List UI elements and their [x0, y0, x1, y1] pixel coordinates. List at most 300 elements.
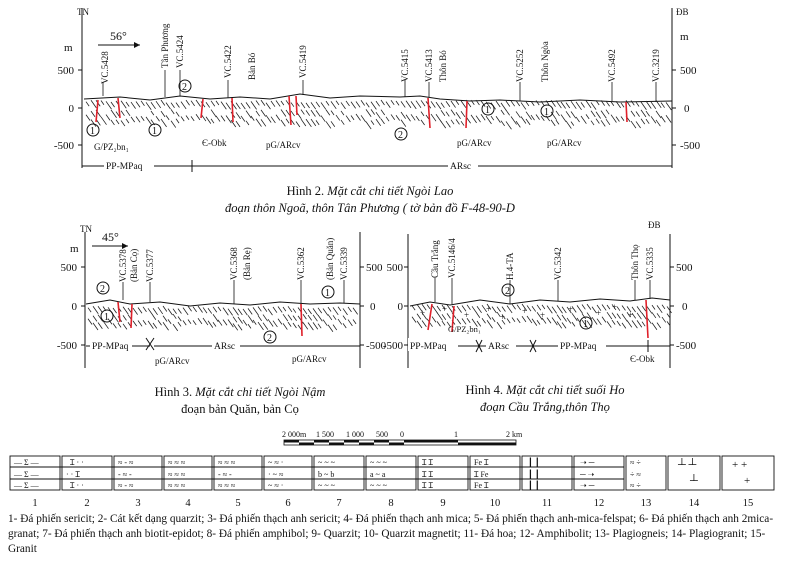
rock-hatch-stroke: [186, 100, 190, 105]
section3-tick-right-0: 0: [682, 301, 688, 313]
rock-hatch-stroke: [391, 100, 394, 105]
rock-hatch-stroke: [161, 100, 165, 105]
rock-hatch-stroke: [461, 121, 464, 125]
rock-hatch-stroke: [153, 323, 157, 328]
rock-hatch-stroke: [138, 307, 142, 313]
rock-hatch-stroke: [432, 317, 436, 323]
rock-hatch-stroke: [183, 321, 186, 326]
section2-label-ban-quan: (Bản Quăn): [325, 237, 335, 280]
rock-hatch-stroke: [266, 103, 270, 109]
rock-hatch-stroke: [153, 308, 158, 315]
rock-hatch-stroke: [581, 102, 585, 107]
rock-hatch-stroke: [243, 309, 247, 315]
legend-description: 1- Đá phiến sericit; 2- Cát kết dạng quarzit; 3- Đá phiến thạch anh sericit; 4- Đá phiến thạch anh mica; 5- Đá phiến thạch anh-mica-felspat; 6- Đá phiến thạch anh 2mica-granat; 7- Đá phiến thạch anh biotit-epidot; 8- Đá phiến amphibol; 9- Quarzit; 10- Quarzit magnetit; 11- Đá hoa; 12- Amphibolit; 13- Plagiogneis; 14- Plagiogranit; 15- Granit: [8, 513, 774, 555]
rock-hatch-stroke: [356, 114, 361, 120]
rock-hatch-stroke: [288, 322, 291, 327]
cross-section-ngoi-lao: [0, 0, 786, 180]
rock-hatch-stroke: [291, 103, 294, 107]
rock-hatch-stroke: [178, 316, 181, 321]
rock-hatch-stroke: [436, 114, 442, 122]
rock-hatch-stroke: [562, 315, 567, 322]
rock-hatch-stroke: [121, 120, 125, 126]
rock-hatch-stroke: [208, 308, 212, 313]
rock-hatch-stroke: [133, 321, 137, 326]
rock-hatch-stroke: [121, 101, 126, 109]
section1-unit-g-pz: G/PZ₂bn₁: [94, 142, 129, 152]
rock-hatch-stroke: [323, 308, 328, 315]
cross-section-suoi-ho: [382, 220, 786, 380]
section3-unit-pp-mpaq-b: PP-MPaq: [560, 342, 597, 352]
rock-hatch-stroke: [631, 111, 635, 117]
svg-text:≈ ÷: ≈ ÷: [630, 481, 641, 490]
rock-hatch-stroke: [216, 116, 220, 122]
rock-hatch-stroke: [642, 322, 645, 326]
rock-hatch-stroke: [376, 101, 380, 106]
section1-rock-hatch: [86, 100, 671, 129]
rock-hatch-stroke: [181, 102, 186, 109]
rock-hatch-stroke: [166, 115, 169, 120]
rock-hatch-stroke: [248, 308, 252, 314]
rock-hatch-stroke: [431, 101, 435, 107]
rock-hatch-stroke: [263, 315, 268, 322]
svg-text:≈ ≈ ≈: ≈ ≈ ≈: [168, 481, 186, 490]
rock-hatch-stroke: [306, 119, 311, 127]
legend-number-13: 13: [640, 498, 652, 509]
section2-tick-right-neg500: -500: [366, 340, 387, 352]
rock-hatch-stroke: [293, 323, 296, 328]
rock-hatch-stroke: [571, 122, 574, 126]
rock-hatch-stroke: [581, 116, 586, 124]
rock-hatch-stroke: [376, 119, 381, 126]
rock-hatch-stroke: [497, 322, 502, 329]
granite-plus-mark: +: [568, 304, 574, 314]
section2-circle-1a: 1: [104, 312, 109, 323]
rock-hatch-stroke: [376, 112, 380, 118]
rock-hatch-stroke: [611, 102, 614, 106]
rock-hatch-stroke: [636, 102, 639, 106]
rock-hatch-stroke: [86, 102, 89, 106]
rock-hatch-stroke: [456, 119, 459, 124]
rock-hatch-stroke: [173, 309, 177, 314]
section1-unit-pg-arcv-b: pG/ARcv: [457, 138, 492, 148]
rock-hatch-stroke: [637, 306, 642, 313]
rock-hatch-stroke: [401, 101, 405, 107]
legend-number-11: 11: [541, 498, 553, 509]
rock-hatch-stroke: [293, 309, 296, 313]
rock-hatch-stroke: [556, 100, 561, 108]
rock-hatch-stroke: [283, 323, 287, 329]
rock-hatch-stroke: [542, 305, 545, 309]
rock-hatch-stroke: [432, 305, 437, 313]
rock-hatch-stroke: [178, 322, 181, 326]
rock-hatch-stroke: [516, 111, 520, 117]
section1-surface: [84, 94, 672, 102]
rock-hatch-stroke: [328, 314, 332, 320]
legend-numbers: [32, 498, 753, 509]
rock-hatch-stroke: [348, 320, 352, 326]
rock-hatch-stroke: [501, 110, 504, 115]
rock-hatch-stroke: [93, 323, 98, 330]
svg-text:· ~ ≈: · ~ ≈: [268, 470, 284, 479]
rock-hatch-stroke: [502, 307, 505, 312]
rock-hatch-stroke: [316, 120, 319, 124]
rock-hatch-stroke: [631, 121, 636, 128]
rock-hatch-stroke: [326, 110, 330, 116]
scale-label-1: 1: [454, 430, 458, 439]
rock-hatch-stroke: [221, 116, 225, 122]
rock-hatch-stroke: [196, 114, 200, 120]
section2-tick-left-500: 500: [60, 262, 77, 274]
legend-number-3: 3: [135, 498, 141, 509]
section1-tick-left-0: 0: [68, 103, 74, 115]
rock-hatch-stroke: [482, 318, 486, 323]
rock-hatch-stroke: [566, 103, 570, 108]
rock-hatch-stroke: [576, 102, 582, 110]
rock-hatch-stroke: [596, 119, 599, 124]
rock-hatch-stroke: [521, 117, 526, 124]
rock-hatch-stroke: [381, 100, 384, 105]
rock-hatch-stroke: [236, 112, 241, 119]
svg-text:~ ~ ~: ~ ~ ~: [370, 481, 387, 490]
rock-hatch-stroke: [612, 313, 616, 319]
rock-hatch-stroke: [333, 307, 338, 314]
section3-label-cau-trang: Cầu Trắng: [430, 240, 440, 278]
rock-hatch-stroke: [296, 122, 300, 128]
rock-hatch-stroke: [301, 119, 306, 126]
rock-hatch-stroke: [276, 115, 280, 121]
rock-hatch-stroke: [248, 315, 253, 323]
rock-hatch-stroke: [323, 320, 327, 326]
rock-hatch-stroke: [417, 321, 422, 328]
rock-hatch-stroke: [238, 309, 242, 315]
rock-hatch-stroke: [93, 316, 97, 322]
rock-hatch-stroke: [236, 121, 240, 127]
rock-hatch-stroke: [406, 115, 411, 121]
rock-hatch-stroke: [148, 308, 153, 315]
rock-hatch-stroke: [442, 321, 445, 325]
rock-hatch-stroke: [168, 309, 172, 315]
rock-hatch-stroke: [281, 120, 285, 126]
rock-hatch-stroke: [657, 313, 660, 317]
rock-hatch-stroke: [238, 324, 242, 330]
rock-hatch-stroke: [338, 319, 342, 324]
rock-hatch-stroke: [656, 111, 661, 118]
section2-unit-pp-mpaq: PP-MPaq: [92, 342, 129, 352]
svg-text:Fe Ɪ: Fe Ɪ: [474, 458, 489, 467]
rock-hatch-stroke: [141, 116, 144, 121]
svg-text:· · Ɪ: · · Ɪ: [66, 470, 80, 479]
rock-hatch-stroke: [91, 111, 95, 117]
rock-hatch-stroke: [616, 117, 619, 122]
rock-hatch-stroke: [176, 119, 179, 123]
section2-label-ban-re: (Bản Rẹ): [242, 247, 252, 280]
rock-hatch-stroke: [477, 306, 482, 313]
section1-unit-pg-arcv-c: pG/ARcv: [547, 138, 582, 148]
rock-hatch-stroke: [526, 102, 529, 106]
rock-hatch-stroke: [637, 313, 641, 319]
rock-hatch-stroke: [522, 316, 526, 322]
section1-circle-2b: 2: [398, 130, 403, 141]
rock-hatch-stroke: [572, 313, 577, 321]
rock-hatch-stroke: [256, 101, 259, 106]
rock-hatch-stroke: [422, 320, 426, 326]
section2-label-vc5377: VC.5377: [145, 249, 155, 282]
rock-hatch-stroke: [161, 119, 167, 127]
rock-hatch-stroke: [607, 305, 610, 309]
rock-hatch-stroke: [228, 309, 233, 316]
rock-hatch-stroke: [341, 120, 344, 125]
rock-hatch-stroke: [343, 323, 346, 328]
rock-hatch-stroke: [306, 110, 310, 115]
rock-hatch-stroke: [446, 121, 450, 127]
rock-hatch-stroke: [587, 304, 591, 310]
rock-hatch-stroke: [507, 306, 512, 313]
section2-unit-pg-arcv-a: pG/ARcv: [155, 356, 190, 366]
section1-circle-1b: 1: [152, 126, 157, 137]
rock-hatch-stroke: [166, 103, 170, 109]
rock-hatch-stroke: [226, 103, 231, 110]
rock-hatch-stroke: [128, 308, 131, 313]
rock-hatch-stroke: [437, 321, 440, 326]
caption-fig4-line1: Hình 4. Mặt cắt chi tiết suối Ho: [465, 383, 625, 397]
rock-hatch-stroke: [98, 315, 103, 322]
rock-hatch-stroke: [196, 100, 201, 106]
rock-hatch-stroke: [263, 306, 267, 312]
svg-text:— Ʃ —: — Ʃ —: [14, 458, 39, 467]
granite-plus-mark: +: [540, 310, 546, 320]
rock-hatch-stroke: [131, 102, 136, 109]
rock-hatch-stroke: [651, 116, 656, 123]
rock-hatch-stroke: [88, 319, 92, 325]
rock-hatch-stroke: [91, 100, 96, 108]
section3-unit-g-pz: G/PZ₂bn₁: [448, 324, 481, 334]
svg-text:~ ~ ~: ~ ~ ~: [318, 481, 335, 490]
scale-label-1000: 1 000: [346, 430, 364, 439]
rock-hatch-stroke: [336, 115, 340, 120]
section3-tick-right-neg500: -500: [676, 340, 697, 352]
rock-hatch-stroke: [303, 314, 306, 319]
rock-hatch-stroke: [561, 115, 566, 122]
rock-hatch-stroke: [442, 314, 446, 319]
section2-leader-lines: [123, 280, 344, 304]
section1-label-vc5422: VC.5422: [223, 45, 233, 78]
rock-hatch-stroke: [321, 116, 325, 122]
svg-text:─ ➝: ─ ➝: [580, 470, 595, 479]
section1-ticks-left: [78, 70, 82, 145]
rock-hatch-stroke: [467, 305, 470, 310]
legend-number-8: 8: [388, 498, 394, 509]
rock-hatch-stroke: [86, 115, 90, 121]
rock-hatch-stroke: [336, 101, 339, 105]
rock-hatch-stroke: [356, 101, 360, 107]
section2-left-label: TN: [80, 224, 92, 234]
svg-text:+: +: [744, 475, 751, 487]
rock-hatch-stroke: [353, 308, 358, 315]
rock-hatch-stroke: [123, 315, 126, 320]
rock-hatch-stroke: [176, 112, 179, 117]
rock-hatch-stroke: [527, 305, 531, 311]
rock-hatch-stroke: [251, 101, 257, 109]
caption-fig3-line1: Hình 3. Mặt cắt chi tiết Ngòi Nậm: [154, 385, 326, 399]
rock-hatch-stroke: [256, 111, 260, 116]
rock-hatch-stroke: [206, 102, 210, 107]
section3-unit-pp-mpaq-a: PP-MPaq: [410, 342, 447, 352]
rock-hatch-stroke: [326, 121, 331, 128]
section3-label-vc5146: VC.5146/4: [447, 238, 457, 278]
rock-hatch-stroke: [496, 101, 500, 107]
section2-tick-left-neg500: -500: [56, 340, 77, 352]
section1-label-thon-bo: Thôn Bó: [438, 50, 448, 82]
rock-hatch-stroke: [318, 315, 322, 321]
rock-hatch-stroke: [266, 115, 271, 122]
caption-fig4-line2: đoạn Cầu Trắng,thôn Thọ: [480, 400, 610, 414]
rock-hatch-stroke: [143, 320, 146, 325]
rock-hatch-stroke: [281, 101, 284, 105]
rock-hatch-stroke: [188, 306, 192, 311]
legend-number-15: 15: [742, 498, 754, 509]
caption-fig4: [420, 382, 670, 416]
rock-hatch-stroke: [188, 319, 191, 323]
section3-label-vc5335: VC.5335: [645, 247, 655, 280]
rock-hatch-stroke: [163, 306, 167, 311]
section1-bottom-pp-mpaq: PP-MPaq: [106, 162, 143, 172]
rock-hatch-stroke: [313, 322, 318, 329]
rock-hatch-stroke: [361, 100, 365, 105]
rock-hatch-stroke: [641, 110, 646, 117]
section2-circle-2a: 2: [100, 284, 105, 295]
rock-hatch-stroke: [657, 323, 661, 328]
rock-hatch-stroke: [326, 101, 329, 105]
rock-hatch-stroke: [441, 110, 445, 116]
rock-hatch-stroke: [261, 100, 265, 106]
rock-hatch-stroke: [146, 102, 151, 109]
section1-unit-extents: [82, 160, 672, 172]
rock-hatch-stroke: [156, 101, 161, 108]
rock-hatch-stroke: [561, 102, 566, 109]
scale-bar: [270, 428, 530, 454]
section2-surface: [86, 300, 360, 306]
rock-hatch-stroke: [198, 306, 203, 312]
rock-hatch-stroke: [173, 314, 176, 319]
svg-text:≈ ‑ ≈: ≈ ‑ ≈: [118, 481, 134, 490]
rock-hatch-stroke: [627, 320, 632, 327]
rock-hatch-stroke: [346, 116, 350, 122]
rock-hatch-stroke: [331, 111, 334, 115]
rock-hatch-stroke: [557, 305, 563, 313]
section1-label-vc5428: VC.5428: [100, 51, 110, 84]
rock-hatch-stroke: [98, 322, 102, 328]
rock-hatch-stroke: [261, 110, 266, 117]
rock-hatch-stroke: [351, 102, 356, 109]
rock-hatch-stroke: [652, 323, 657, 330]
rock-hatch-stroke: [572, 322, 575, 326]
rock-hatch-stroke: [256, 119, 261, 127]
rock-hatch-stroke: [258, 307, 261, 312]
legend-number-6: 6: [285, 498, 291, 509]
rock-hatch-stroke: [333, 315, 336, 319]
rock-hatch-stroke: [517, 318, 520, 323]
rock-hatch-stroke: [191, 101, 195, 106]
legend-patterns: [13, 457, 750, 490]
rock-hatch-stroke: [93, 306, 98, 314]
rock-hatch-stroke: [283, 307, 286, 311]
svg-text:Ɪ · ·: Ɪ · ·: [70, 481, 84, 490]
legend-number-4: 4: [185, 498, 191, 509]
rock-hatch-stroke: [308, 309, 312, 314]
rock-hatch-stroke: [412, 306, 415, 310]
rock-hatch-stroke: [526, 119, 530, 125]
rock-hatch-stroke: [657, 305, 662, 312]
section3-circle-2: 2: [505, 286, 510, 297]
rock-hatch-stroke: [652, 312, 656, 318]
rock-hatch-stroke: [472, 306, 477, 313]
rock-hatch-stroke: [118, 323, 121, 327]
rock-hatch-stroke: [406, 101, 411, 108]
rock-hatch-stroke: [243, 320, 247, 326]
rock-hatch-stroke: [566, 111, 570, 117]
scale-label-0: 0: [400, 430, 404, 439]
svg-text:Ɪ Ɪ: Ɪ Ɪ: [422, 481, 433, 490]
section1-label-tan-phuong: Tân Phương: [160, 23, 170, 68]
rock-hatch-stroke: [273, 321, 277, 327]
rock-hatch-stroke: [617, 321, 620, 326]
section2-circle-1b: 1: [325, 288, 330, 299]
section2-veins: [118, 302, 302, 336]
rock-hatch-stroke: [551, 120, 555, 126]
rock-hatch-stroke: [471, 115, 477, 123]
rock-hatch-stroke: [168, 319, 171, 324]
rock-hatch-stroke: [126, 102, 129, 107]
rock-hatch-stroke: [566, 121, 571, 129]
scale-label-500: 500: [376, 430, 388, 439]
rock-hatch-stroke: [178, 309, 181, 314]
section3-right-label: ĐB: [648, 220, 661, 230]
section3-label-vc5342: VC.5342: [553, 247, 563, 280]
section1-tick-left-500: 500: [57, 65, 74, 77]
granite-plus-mark: +: [612, 302, 618, 312]
rock-hatch-stroke: [431, 114, 436, 121]
rock-hatch-stroke: [271, 101, 275, 107]
section1-label-vc5419: VC.5419: [298, 45, 308, 78]
rock-hatch-stroke: [396, 101, 399, 105]
granite-plus-mark: +: [628, 310, 634, 320]
section1-label-vc5424: VC.5424: [175, 35, 185, 68]
rock-hatch-stroke: [547, 318, 551, 324]
legend-number-1: 1: [32, 498, 38, 509]
rock-hatch-stroke: [246, 111, 251, 119]
rock-hatch-stroke: [586, 114, 589, 118]
rock-hatch-stroke: [477, 314, 480, 318]
rock-hatch-stroke: [313, 308, 318, 315]
svg-text:b ~ b: b ~ b: [318, 470, 335, 479]
section1-circle-1d: 1: [544, 107, 549, 118]
rock-hatch-stroke: [597, 319, 601, 325]
rock-hatch-stroke: [171, 109, 174, 114]
rock-hatch-stroke: [611, 115, 616, 123]
svg-text:‑ ≈ ‑: ‑ ≈ ‑: [218, 470, 232, 479]
caption-fig3-line2: đoạn bản Quăn, bản Cọ: [181, 402, 299, 416]
legend-swatches: [0, 452, 786, 510]
rock-hatch-stroke: [281, 110, 286, 117]
rock-hatch-stroke: [113, 315, 119, 323]
section2-unit-pg-arcv-b: pG/ARcv: [292, 354, 327, 364]
legend-number-5: 5: [235, 498, 241, 509]
rock-hatch-stroke: [158, 320, 162, 325]
rock-hatch-stroke: [366, 122, 371, 129]
section2-tick-left-0: 0: [71, 301, 77, 313]
rock-hatch-stroke: [328, 325, 333, 332]
rock-hatch-stroke: [331, 101, 336, 108]
